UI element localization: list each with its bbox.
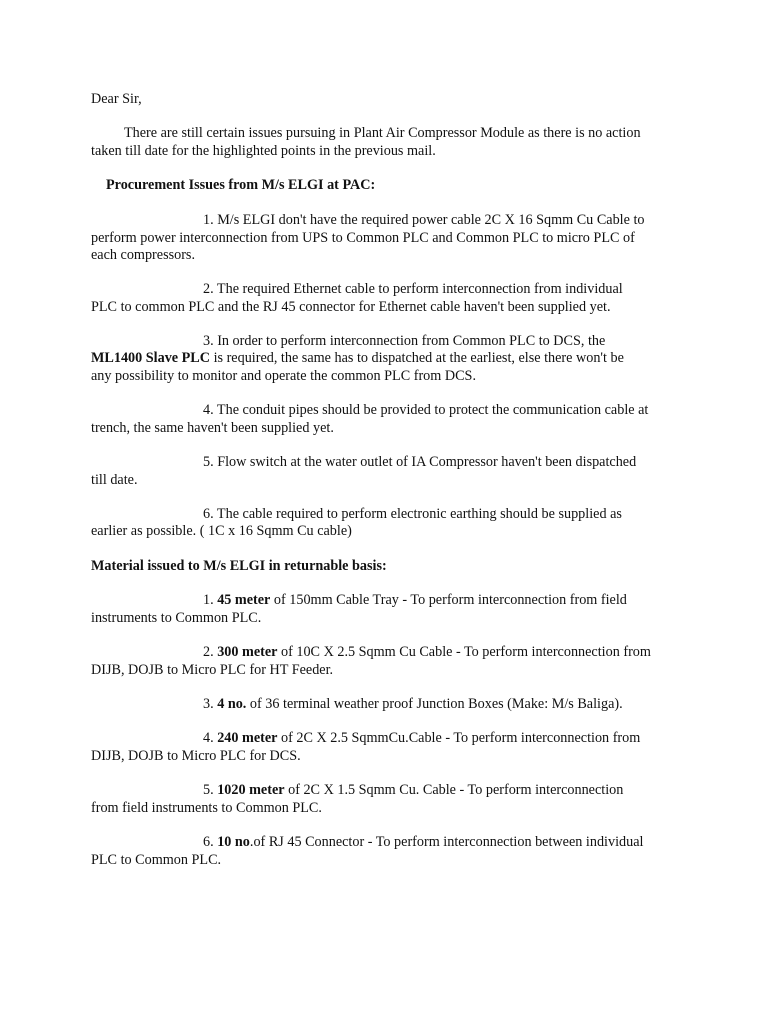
procurement-item-3-line-2: ML1400 Slave PLC is required, the same has to dispatched at the earliest, else there won't be [91,350,624,366]
material-item-5-line-2: from field instruments to Common PLC. [91,800,322,816]
material-item-4-line-1: 4. 240 meter of 2C X 2.5 SqmmCu.Cable - To perform interconnection from [203,730,641,746]
material-heading: Material issued to M/s ELGI in returnable basis: [91,558,387,574]
material-item-4-line-2: DIJB, DOJB to Micro PLC for DCS. [91,748,301,764]
procurement-item-2-line-2: PLC to common PLC and the RJ 45 connector for Ethernet cable haven't been supplied yet. [91,299,611,315]
salutation: Dear Sir, [91,91,142,107]
ml1400-slave-plc-text: ML1400 Slave PLC [91,350,211,366]
procurement-item-4-line-2: trench, the same haven't been supplied yet. [91,420,334,436]
material-item-2-line-1: 2. 300 meter of 10C X 2.5 Sqmm Cu Cable - To perform interconnection from [203,644,651,660]
procurement-item-5-line-1: 5. Flow switch at the water outlet of IA Compressor haven't been dispatched [203,454,637,470]
intro-paragraph-line-1: There are still certain issues pursuing in Plant Air Compressor Module as there is no action [124,125,641,141]
material-item-1-line-1: 1. 45 meter of 150mm Cable Tray - To perform interconnection from field [203,592,627,608]
procurement-item-2-line-1: 2. The required Ethernet cable to perform interconnection from individual [203,281,623,297]
material-item-3-line-1: 3. 4 no. of 36 terminal weather proof Junction Boxes (Make: M/s Baliga). [203,696,623,712]
procurement-item-3-line-3: any possibility to monitor and operate the common PLC from DCS. [91,368,476,384]
procurement-item-1-line-2: perform power interconnection from UPS to Common PLC and Common PLC to micro PLC of [91,230,635,246]
material-item-6-line-2: PLC to Common PLC. [91,852,222,868]
material-item-6-line-1: 6. 10 no.of RJ 45 Connector - To perform interconnection between individual [203,834,644,850]
procurement-item-1-line-1: 1. M/s ELGI don't have the required power cable 2C X 16 Sqmm Cu Cable to [203,212,645,228]
procurement-item-5-line-2: till date. [91,472,138,488]
procurement-heading: Procurement Issues from M/s ELGI at PAC: [106,177,376,193]
procurement-item-6-line-1: 6. The cable required to perform electronic earthing should be supplied as [203,506,622,522]
procurement-item-1-line-3: each compressors. [91,247,196,263]
procurement-item-3-line-1: 3. In order to perform interconnection from Common PLC to DCS, the [203,333,606,349]
procurement-item-4-line-1: 4. The conduit pipes should be provided to protect the communication cable at [203,402,649,418]
procurement-item-6-line-2: earlier as possible. ( 1C x 16 Sqmm Cu cable) [91,523,352,539]
material-item-1-line-2: instruments to Common PLC. [91,610,262,626]
material-item-2-line-2: DIJB, DOJB to Micro PLC for HT Feeder. [91,662,334,678]
material-item-5-line-1: 5. 1020 meter of 2C X 1.5 Sqmm Cu. Cable - To perform interconnection [203,782,624,798]
intro-paragraph-line-2: taken till date for the highlighted points in the previous mail. [91,143,436,159]
